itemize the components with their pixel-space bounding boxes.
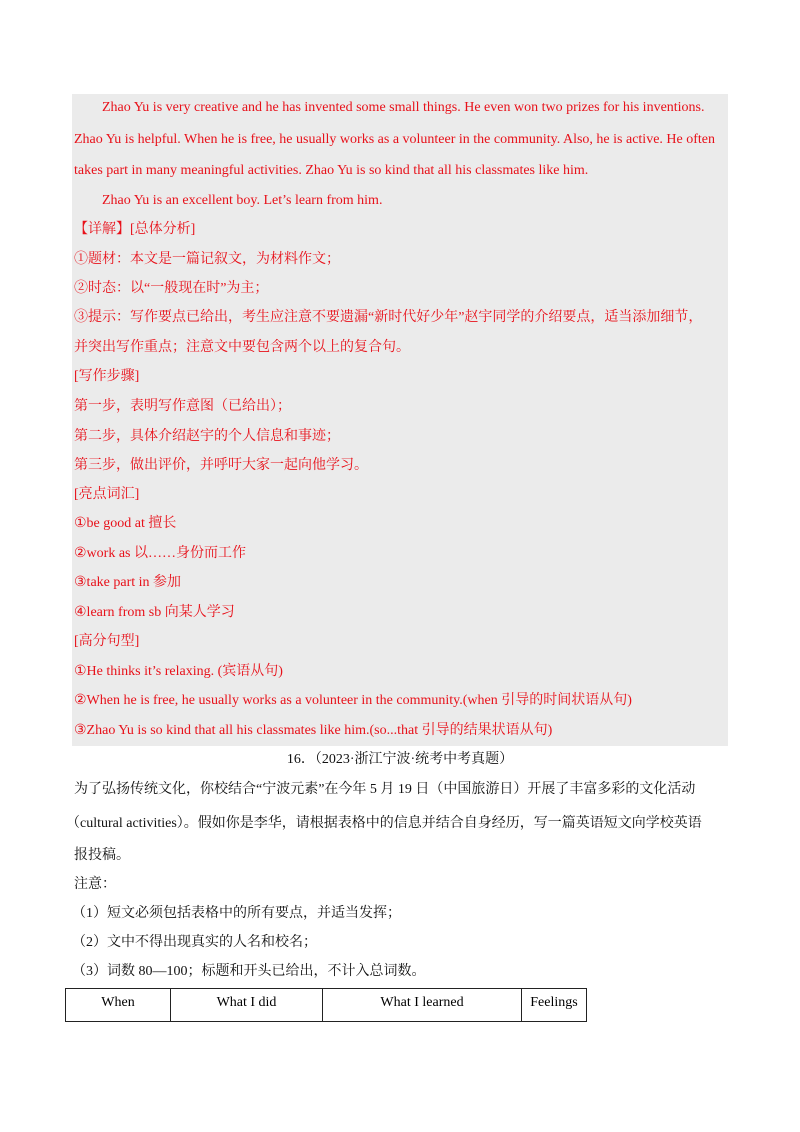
step-2: 第二步，具体介绍赵宇的个人信息和事迹；	[74, 429, 340, 444]
step-3: 第三步，做出评价，并呼吁大家一起向他学习。	[74, 458, 368, 473]
essay-line-4: Zhao Yu is an excellent boy. Let’s learn from him.	[102, 193, 383, 208]
step-1: 第一步，表明写作意图（已给出）；	[74, 399, 291, 414]
steps-heading: [写作步骤]	[74, 369, 140, 384]
table-header-feelings: Feelings	[522, 989, 587, 1022]
sentence-item-3: ③Zhao Yu is so kind that all his classmates like him.(so...that 引导的结果状语从句)	[74, 723, 553, 738]
vocab-item-3: ③take part in 参加	[74, 575, 182, 590]
essay-line-2: Zhao Yu is helpful. When he is free, he usually works as a volunteer in the community. Also, he is active. He often	[74, 132, 715, 147]
question-prompt-line-2: （cultural activities）。假如你是李华，请根据表格中的信息并结合自身经历，写一篇英语短文向学校英语	[66, 816, 702, 831]
analysis-item-1: ①题材：本文是一篇记叙文，为材料作文；	[74, 252, 340, 267]
notes-heading: 注意：	[74, 877, 116, 892]
sentence-item-2: ②When he is free, he usually works as a volunteer in the community.(when 引导的时间状语从句)	[74, 693, 632, 708]
vocab-item-2: ②work as 以……身份而工作	[74, 546, 246, 561]
table-header-row	[66, 989, 587, 1022]
table-header-what-i-did: What I did	[171, 989, 323, 1022]
vocab-item-4: ④learn from sb 向某人学习	[74, 605, 235, 620]
requirements-table	[65, 988, 587, 1022]
note-3: （3）词数 80—100；标题和开头已给出，不计入总词数。	[72, 964, 426, 979]
analysis-item-3-cont: 并突出写作重点；注意文中要包含两个以上的复合句。	[74, 340, 410, 355]
vocab-item-1: ①be good at 擅长	[74, 516, 177, 531]
table-header-what-i-learned: What I learned	[323, 989, 522, 1022]
table-header-when: When	[66, 989, 171, 1022]
vocab-heading: [亮点词汇]	[74, 487, 140, 502]
question-prompt-line-3: 报投稿。	[74, 848, 130, 863]
essay-line-3: takes part in many meaningful activities. Zhao Yu is so kind that all his classmates like him.	[74, 163, 589, 178]
analysis-heading: 【详解】[总体分析]	[74, 222, 196, 237]
analysis-item-2: ②时态：以“一般现在时”为主；	[74, 281, 269, 296]
sentence-item-1: ①He thinks it’s relaxing. (宾语从句)	[74, 664, 283, 679]
analysis-item-3: ③提示：写作要点已给出，考生应注意不要遗漏“新时代好少年”赵宇同学的介绍要点，适当添加细节，	[74, 310, 703, 325]
question-prompt-line-1: 为了弘扬传统文化，你校结合“宁波元素”在今年 5 月 19 日（中国旅游日）开展了丰富多彩的文化活动	[74, 782, 696, 797]
note-2: （2）文中不得出现真实的人名和校名；	[72, 935, 317, 950]
essay-line-1: Zhao Yu is very creative and he has invented some small things. He even won two prizes for his inventions.	[102, 100, 705, 115]
question-title: 16．（2023·浙江宁波·统考中考真题）	[286, 752, 514, 767]
note-1: （1）短文必须包括表格中的所有要点，并适当发挥；	[72, 906, 401, 921]
sentences-heading: [高分句型]	[74, 634, 140, 649]
